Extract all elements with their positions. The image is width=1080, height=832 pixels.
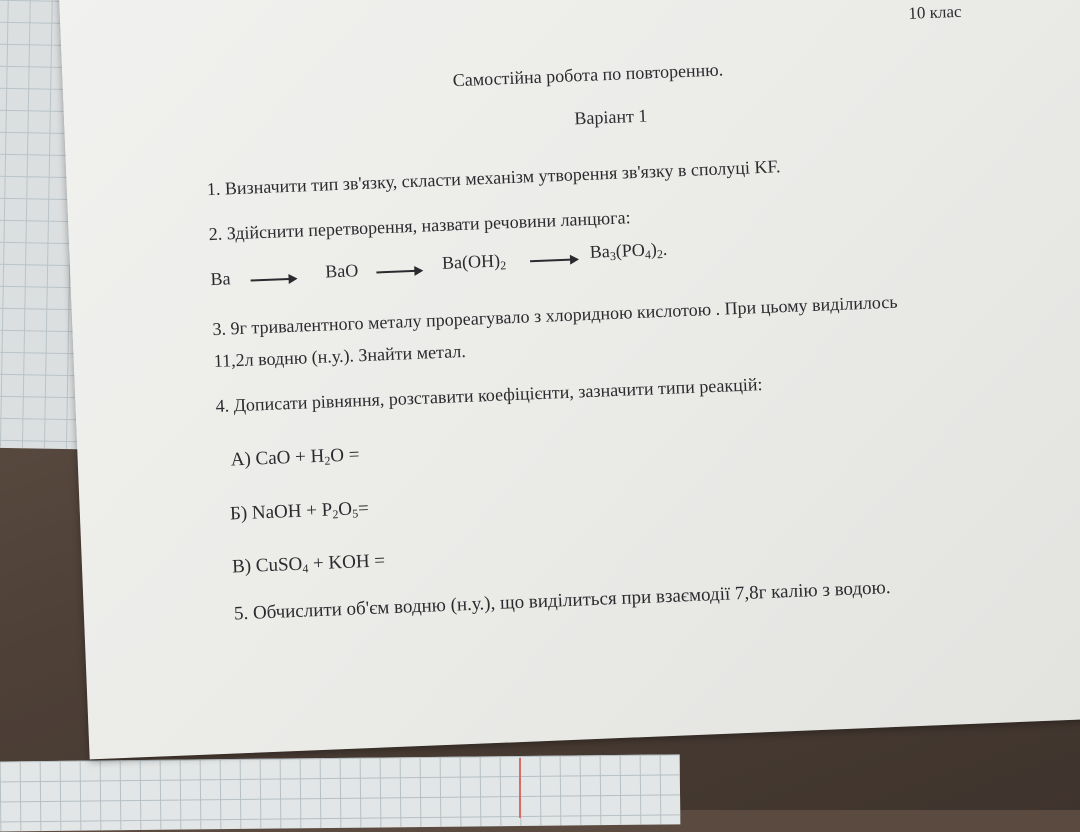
question-1: 1. Визначити тип зв'язку, скласти механізм утворення зв'язку в сполуці KF.: [206, 156, 781, 200]
question-2: 2. Здійснити перетворення, назвати речовини ланцюга:: [208, 207, 631, 245]
equation-c: В) CuSO$_4$ + KOH =: [231, 550, 386, 578]
question-3-line-1: 3. 9г тривалентного металу прореагувало з хлоридною кислотою . При цьому виділилось: [212, 291, 898, 340]
equation-a: А) CaO + $H_2O$ =: [230, 444, 360, 471]
notebook-margin-line: [519, 758, 521, 818]
chain-baoh2: $Ba(OH)_2$: [441, 250, 507, 273]
grid-notebook: [0, 754, 680, 831]
arrow-icon: [376, 270, 421, 274]
class-label: 10 клас: [908, 1, 962, 23]
chain-bao: BaO: [324, 260, 359, 282]
chain-ba3po42: $Ba_3(PO_4)_2$.: [589, 238, 668, 264]
variant-label: Варіант 1: [573, 105, 648, 129]
question-3-line-2: 11,2л водню (н.у.). Знайти метал.: [213, 340, 467, 372]
question-5: 5. Обчислити об'єм водню (н.у.), що виділиться при взаємодії 7,8г калію з водою.: [233, 577, 891, 625]
question-4: 4. Дописати рівняння, розставити коефіцієнти, зазначити типи реакцій:: [215, 374, 763, 417]
arrow-icon: [530, 258, 577, 262]
worksheet-title: Самостійна робота по повторенню.: [452, 59, 724, 91]
arrow-icon: [251, 278, 296, 282]
worksheet-content: [58, 0, 1080, 729]
chain-ba: Ba: [210, 268, 231, 290]
equation-b: Б) NaOH + $P_2O_5=$: [229, 497, 370, 525]
worksheet-paper: [58, 0, 1080, 759]
